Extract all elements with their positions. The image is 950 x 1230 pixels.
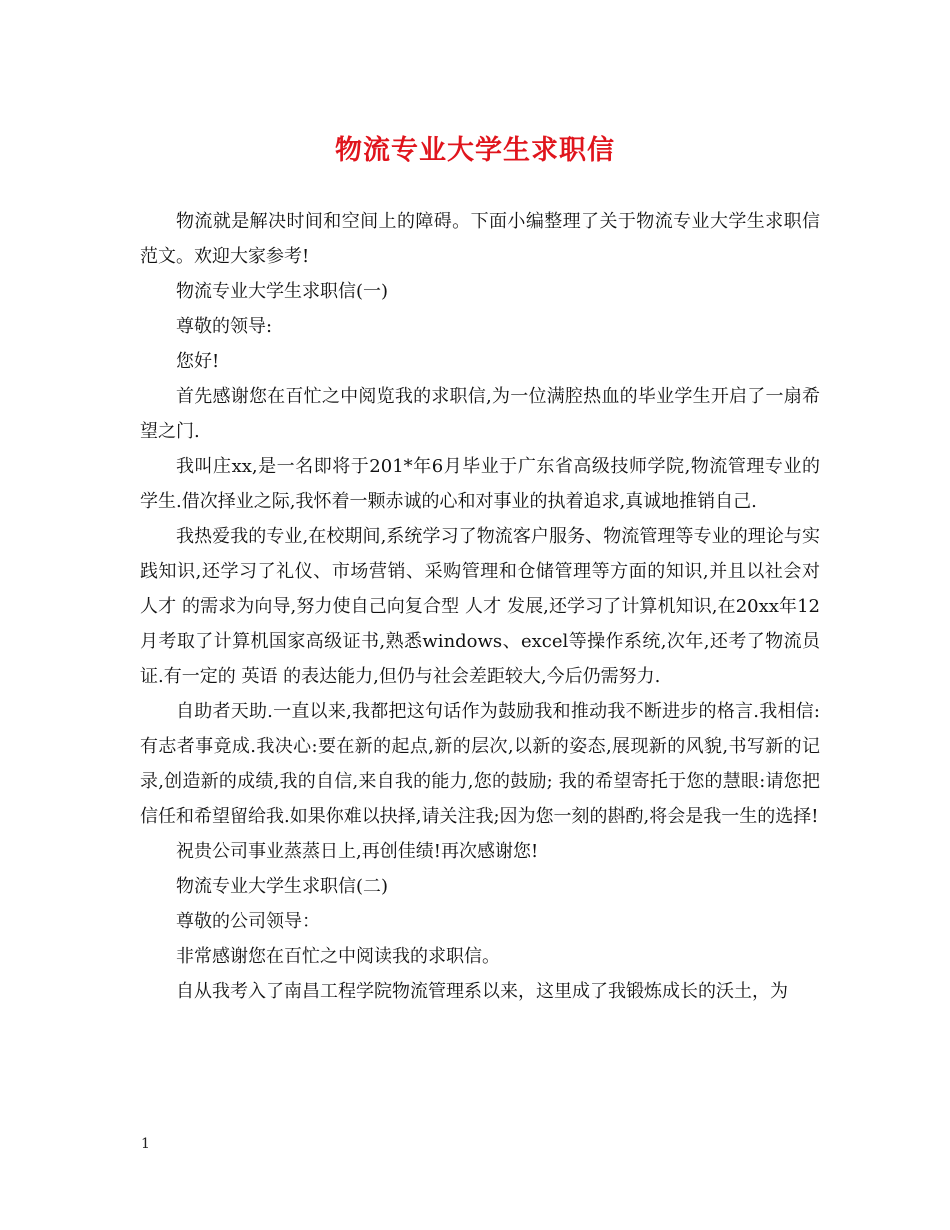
document-body <box>140 204 820 1009</box>
salutation: 尊敬的领导: <box>176 316 273 337</box>
closing-line: 祝贵公司事业蒸蒸日上,再创佳绩!再次感谢您! <box>176 841 539 862</box>
body-paragraph: 非常感谢您在百忙之中阅读我的求职信。 <box>176 946 500 967</box>
body-paragraph: 我热爱我的专业,在校期间,系统学习了物流客户服务、物流管理等专业的理论与实践知识,还学习了礼仪、市场营销、采购管理和仓储管理等方面的知识,并且以社会对 人才 的需求为向导,努力使自己向复合型 人才 发展,还学习了计算机知识,在20xx年12月考取了计算机国家高级证书,熟悉windows、excel等操作系统,次年,还考了物流员证.有一定的 英语 的表达能力,但仍与社会差距较大,今后仍需努力. <box>140 526 820 687</box>
page-number: 1 <box>141 1136 150 1152</box>
section-heading-1: 物流专业大学生求职信(一) <box>176 281 389 302</box>
body-paragraph: 首先感谢您在百忙之中阅览我的求职信,为一位满腔热血的毕业学生开启了一扇希望之门. <box>140 386 820 442</box>
body-paragraph: 自助者天助.一直以来,我都把这句话作为鼓励我和推动我不断进步的格言.我相信:有志者事竟成.我决心:要在新的起点,新的层次,以新的姿态,展现新的风貌,书写新的记录,创造新的成绩,我的自信,来自我的能力,您的鼓励; 我的希望寄托于您的慧眼:请您把信任和希望留给我.如果你难以抉择,请关注我;因为您一刻的斟酌,将会是我一生的选择! <box>140 701 820 827</box>
greeting: 您好! <box>176 351 220 372</box>
document-title: 物流专业大学生求职信 <box>335 135 615 166</box>
body-paragraph: 自从我考入了南昌工程学院物流管理系以来，这里成了我锻炼成长的沃土，为 <box>176 981 788 1002</box>
salutation: 尊敬的公司领导： <box>176 911 320 932</box>
intro-paragraph: 物流就是解决时间和空间上的障碍。下面小编整理了关于物流专业大学生求职信范文。欢迎大家参考! <box>140 211 820 267</box>
body-paragraph: 我叫庄xx,是一名即将于201*年6月毕业于广东省高级技师学院,物流管理专业的学生.借次择业之际,我怀着一颗赤诚的心和对事业的执着追求,真诚地推销自己. <box>140 456 820 512</box>
section-heading-2: 物流专业大学生求职信(二) <box>176 876 389 897</box>
